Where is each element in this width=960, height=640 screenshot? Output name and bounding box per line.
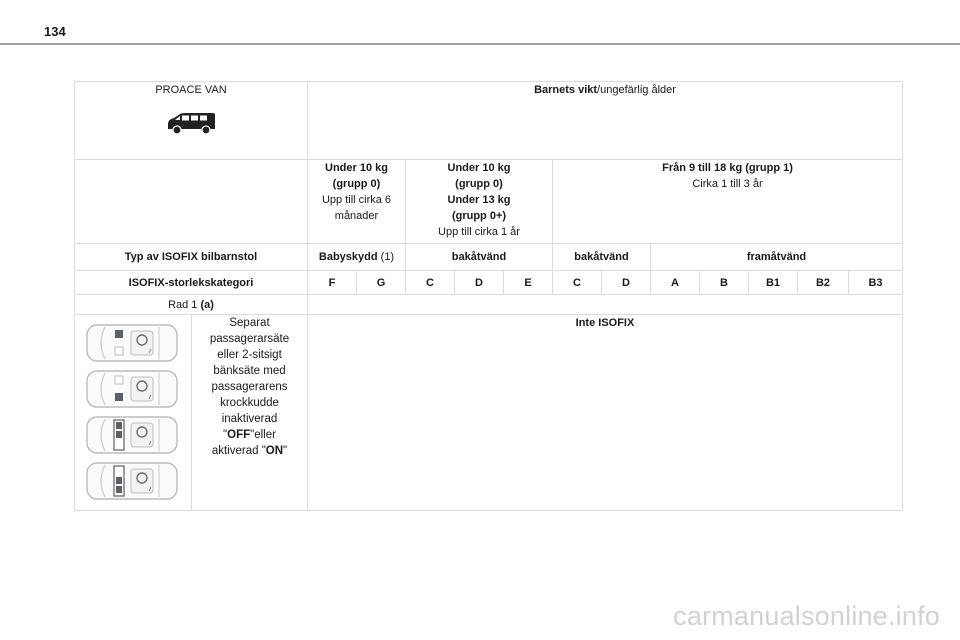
- size-class-cell: B3: [849, 271, 903, 295]
- seat-row: [75, 315, 903, 511]
- type-babyskydd-cell: [308, 244, 406, 271]
- seat-description-cell: [192, 315, 308, 511]
- seat-diagram-icon: [85, 415, 181, 455]
- seat-value: Inte ISOFIX: [308, 315, 903, 511]
- seat-diagram-icon: [85, 369, 181, 409]
- vehicle-name: PROACE VAN: [155, 84, 227, 96]
- size-class-cell: G: [357, 271, 406, 295]
- type-forward: framåtvänd: [651, 244, 903, 271]
- weight-header-rest: /ungefärlig ålder: [597, 84, 676, 96]
- seat-desc-quote: ": [283, 445, 288, 457]
- seat-diagram-cell: [75, 315, 192, 511]
- size-class-cell: C: [406, 271, 455, 295]
- type-label: Typ av ISOFIX bilbarnstol: [75, 244, 308, 271]
- rad-empty-cell: [308, 295, 903, 315]
- group0-line2: (grupp 0): [332, 178, 381, 190]
- type-rear-1: bakåtvänd: [406, 244, 553, 271]
- group1-line2: Cirka 1 till 3 år: [692, 178, 763, 190]
- group0plus-line3: Under 13 kg: [447, 194, 511, 206]
- size-class-cell: D: [455, 271, 504, 295]
- group0-cell: [308, 160, 406, 244]
- group0-line4: månader: [334, 210, 379, 222]
- group-row: [75, 160, 903, 244]
- rad-label: Rad 1: [168, 298, 198, 311]
- seat-desc-line: [192, 443, 307, 459]
- rad-row: [75, 295, 903, 315]
- size-class-cell: A: [651, 271, 700, 295]
- seat-desc-line: eller 2-sitsigt: [217, 349, 282, 361]
- group0plus-line1: Under 10 kg: [447, 162, 511, 174]
- vehicle-cell: [75, 82, 308, 160]
- size-class-cell: C: [553, 271, 602, 295]
- rad-note: (a): [197, 298, 214, 311]
- seat-diagram-icon: [85, 323, 181, 363]
- weight-header-bold: Barnets vikt: [534, 84, 598, 96]
- seat-desc-line: passagerarens: [211, 381, 288, 393]
- header-row: [75, 82, 903, 160]
- size-class-cell: B: [700, 271, 749, 295]
- group0plus-cell: [406, 160, 553, 244]
- size-row: [75, 271, 903, 295]
- seat-desc-on: ON: [265, 445, 284, 457]
- seat-desc-aktiverad: aktiverad ": [211, 445, 266, 457]
- size-class-cell: F: [308, 271, 357, 295]
- type-babyskydd-note: (1): [377, 251, 395, 263]
- type-row: [75, 244, 903, 271]
- group0-line3: Upp till cirka 6: [321, 194, 392, 206]
- group1-cell: [553, 160, 903, 244]
- seat-desc-line: passagerarsäte: [209, 333, 290, 345]
- isofix-table: [74, 81, 903, 511]
- seat-diagram-icon: [85, 461, 181, 501]
- type-rear-2: bakåtvänd: [553, 244, 651, 271]
- watermark: carmanualsonline.info: [673, 601, 940, 631]
- group0plus-line4: (grupp 0+): [451, 210, 507, 222]
- group0plus-line5: Upp till cirka 1 år: [438, 226, 520, 238]
- seat-desc-line: inaktiverad: [221, 413, 278, 425]
- seat-desc-quote: ": [223, 429, 228, 441]
- group1-line1: Från 9 till 18 kg (grupp 1): [662, 162, 793, 174]
- seat-desc-line: krockkudde: [220, 397, 279, 409]
- van-icon: [165, 110, 217, 136]
- page-number: 134: [44, 24, 66, 39]
- group-empty-cell: [75, 160, 308, 244]
- size-class-cell: B1: [749, 271, 798, 295]
- seat-desc-line: bänksäte med: [213, 365, 286, 377]
- size-label: ISOFIX-storlekskategori: [75, 271, 308, 295]
- seat-desc-eller: "eller: [250, 429, 276, 441]
- size-class-cell: B2: [798, 271, 849, 295]
- weight-header-cell: [308, 82, 903, 160]
- group0-line1: Under 10 kg: [325, 162, 388, 174]
- rad-label-cell: [75, 295, 308, 315]
- size-class-cell: D: [602, 271, 651, 295]
- type-babyskydd: Babyskydd: [318, 251, 378, 263]
- seat-desc-line: [192, 427, 307, 443]
- header-divider: [0, 43, 960, 45]
- seat-desc-off: OFF: [227, 429, 251, 441]
- group0plus-line2: (grupp 0): [455, 178, 503, 190]
- seat-desc-line: Separat: [229, 317, 270, 329]
- size-class-cell: E: [504, 271, 553, 295]
